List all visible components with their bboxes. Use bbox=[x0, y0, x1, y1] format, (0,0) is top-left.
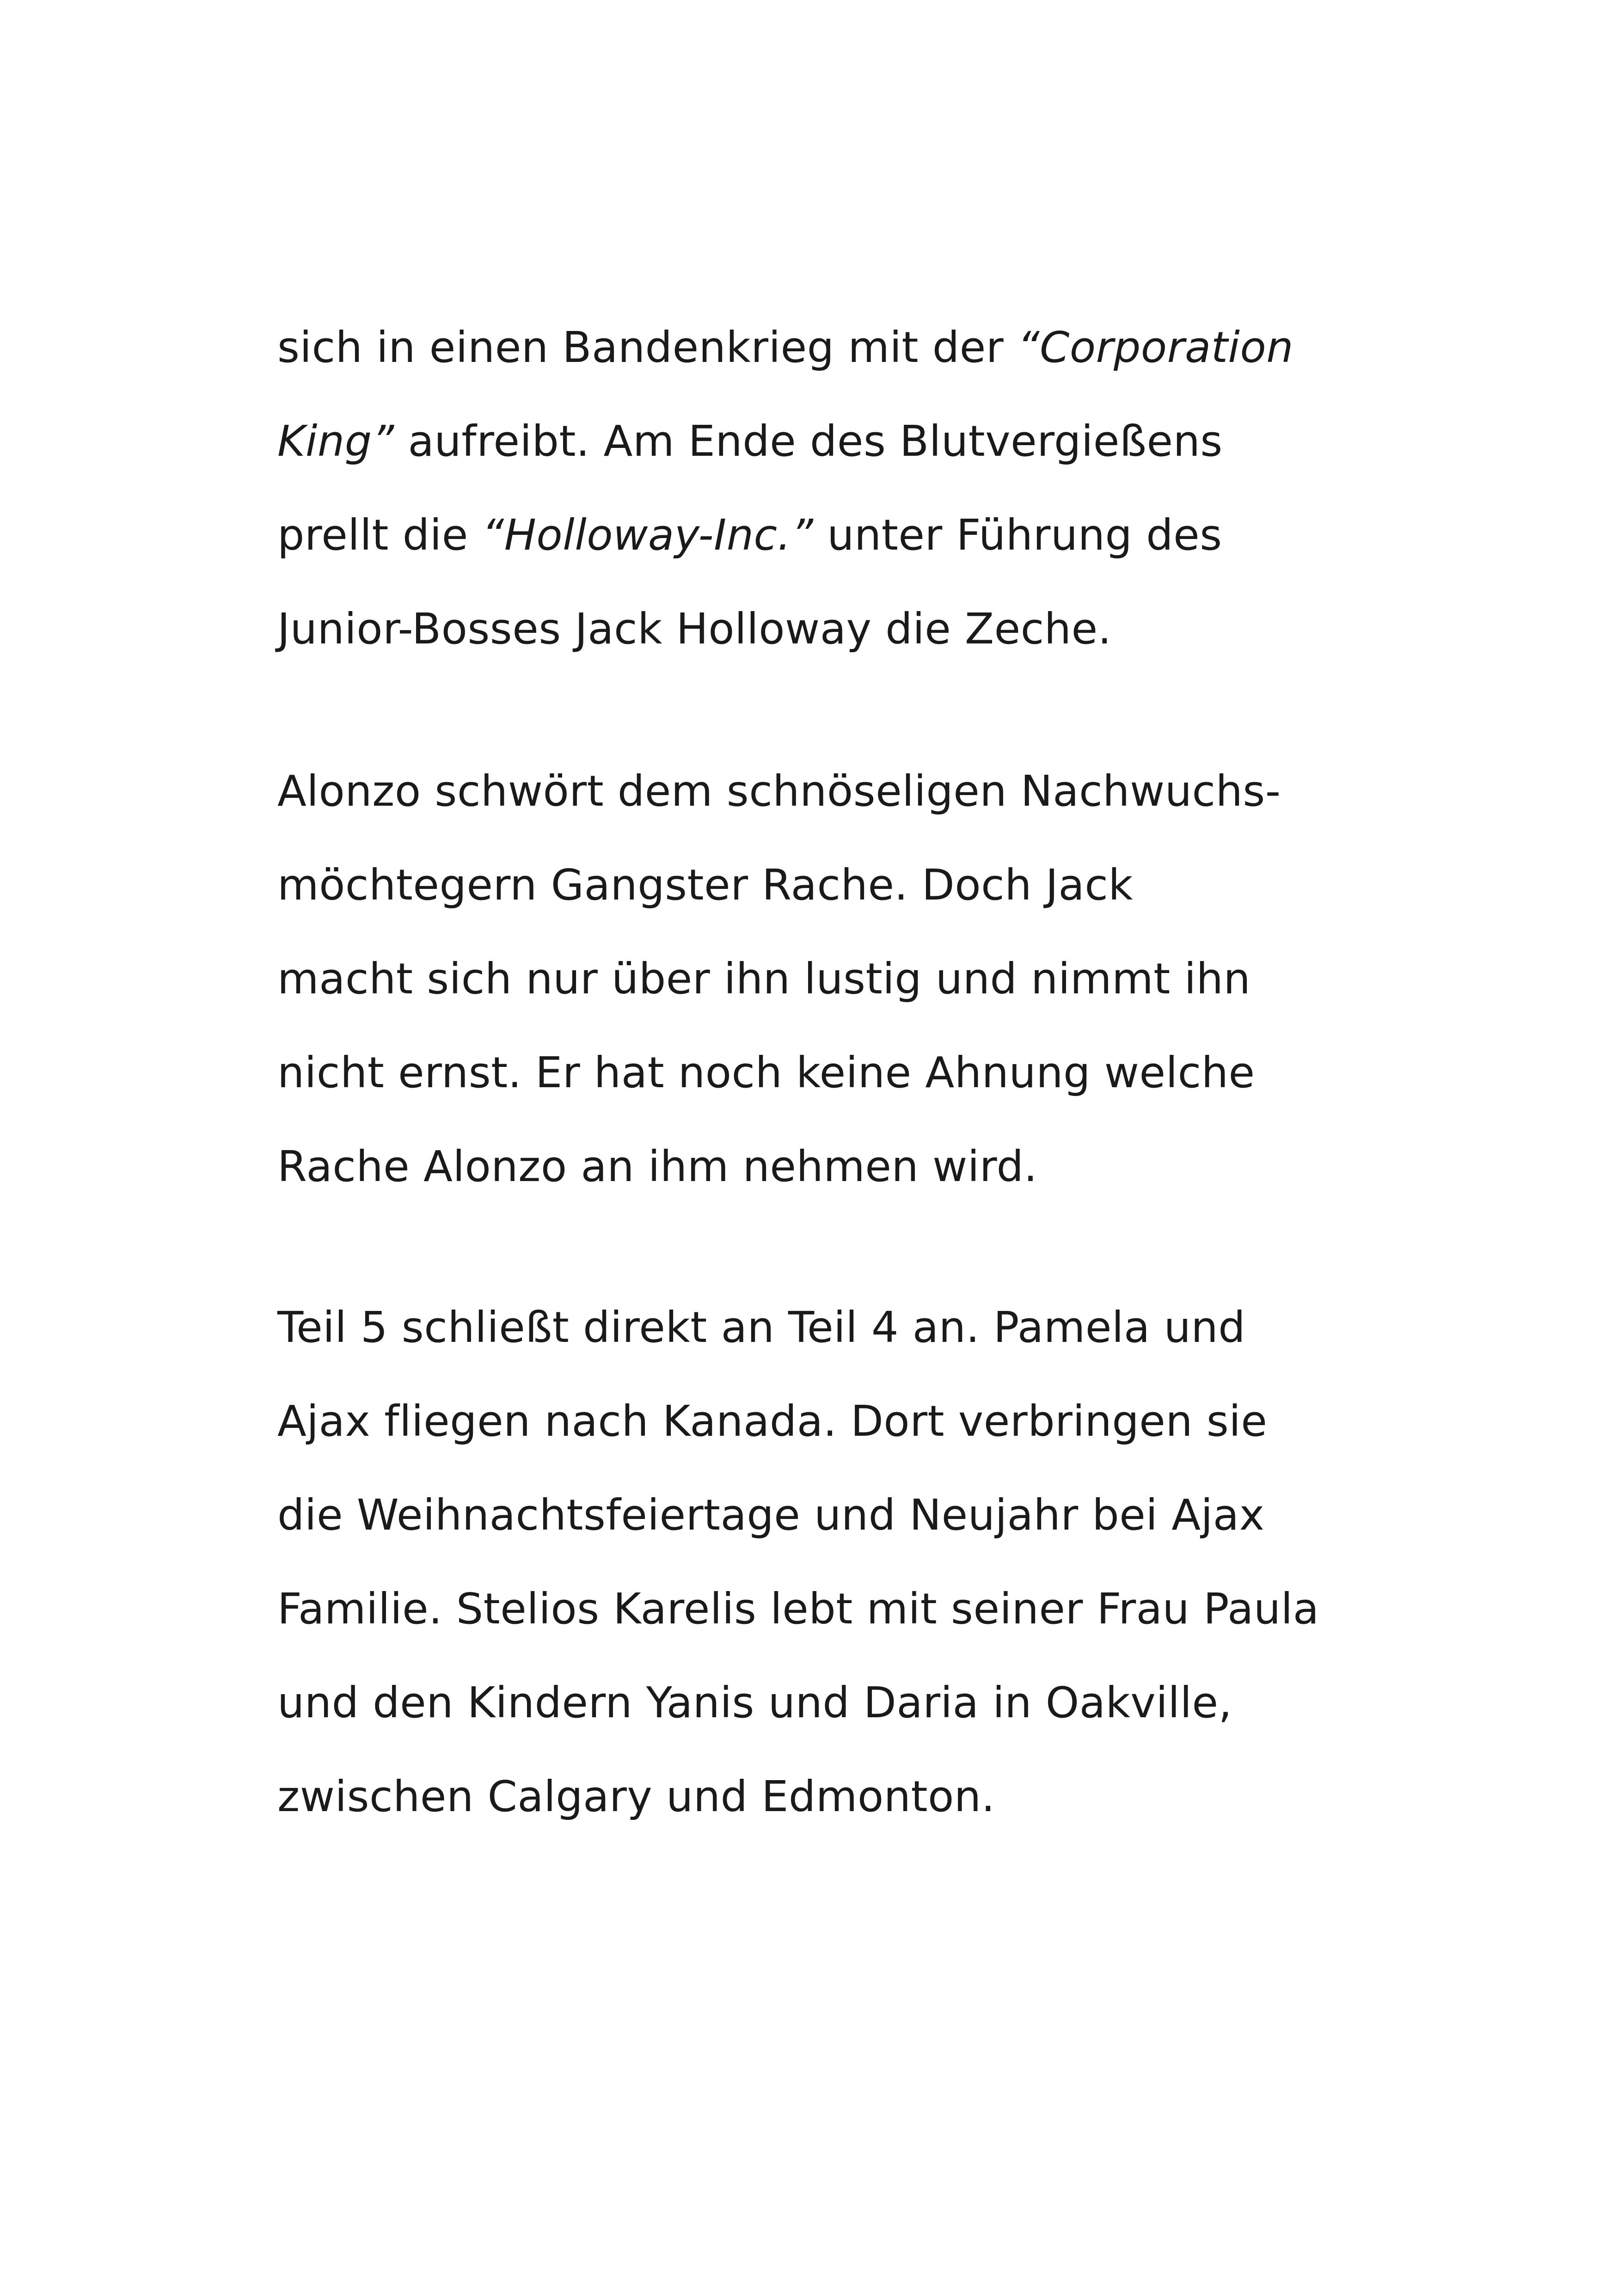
text-line: zwischen Calgary und Edmonton. bbox=[277, 1772, 995, 1821]
paragraph-3 bbox=[277, 1280, 1405, 1843]
text-run: unter Führung des bbox=[813, 510, 1222, 560]
text-line: die Weihnachtsfeiertage und Neujahr bei Ajax bbox=[277, 1490, 1265, 1540]
text-line bbox=[277, 488, 1405, 582]
text-line: macht sich nur über ihn lustig und nimmt ihn bbox=[277, 954, 1251, 1004]
text-line: und den Kindern Yanis und Daria in Oakville, bbox=[277, 1678, 1232, 1727]
italic-run: “Corporation bbox=[1017, 323, 1294, 372]
text-run: sich in einen Bandenkrieg mit der bbox=[277, 323, 1017, 372]
text-line: Familie. Stelios Karelis lebt mit seiner Frau Paula bbox=[277, 1584, 1319, 1634]
italic-run: King” bbox=[277, 416, 394, 466]
paragraph-2 bbox=[277, 744, 1405, 1213]
text-line: Ajax fliegen nach Kanada. Dort verbringen sie bbox=[277, 1396, 1268, 1446]
text-run: prellt die bbox=[277, 510, 482, 560]
text-line: Junior-Bosses Jack Holloway die Zeche. bbox=[277, 604, 1112, 654]
italic-run: “Holloway-Inc.” bbox=[482, 510, 814, 560]
text-line bbox=[277, 300, 1405, 394]
text-line bbox=[277, 394, 1405, 488]
text-line: Rache Alonzo an ihm nehmen wird. bbox=[277, 1142, 1038, 1191]
paragraph-1 bbox=[277, 300, 1405, 676]
text-run: aufreibt. Am Ende des Blutvergießens bbox=[394, 416, 1223, 466]
text-line: Alonzo schwört dem schnöseligen Nachwuchs- bbox=[277, 766, 1281, 816]
text-line: nicht ernst. Er hat noch keine Ahnung welche bbox=[277, 1048, 1255, 1097]
text-line: Teil 5 schließt direkt an Teil 4 an. Pamela und bbox=[277, 1303, 1246, 1352]
text-line: möchtegern Gangster Rache. Doch Jack bbox=[277, 860, 1134, 910]
